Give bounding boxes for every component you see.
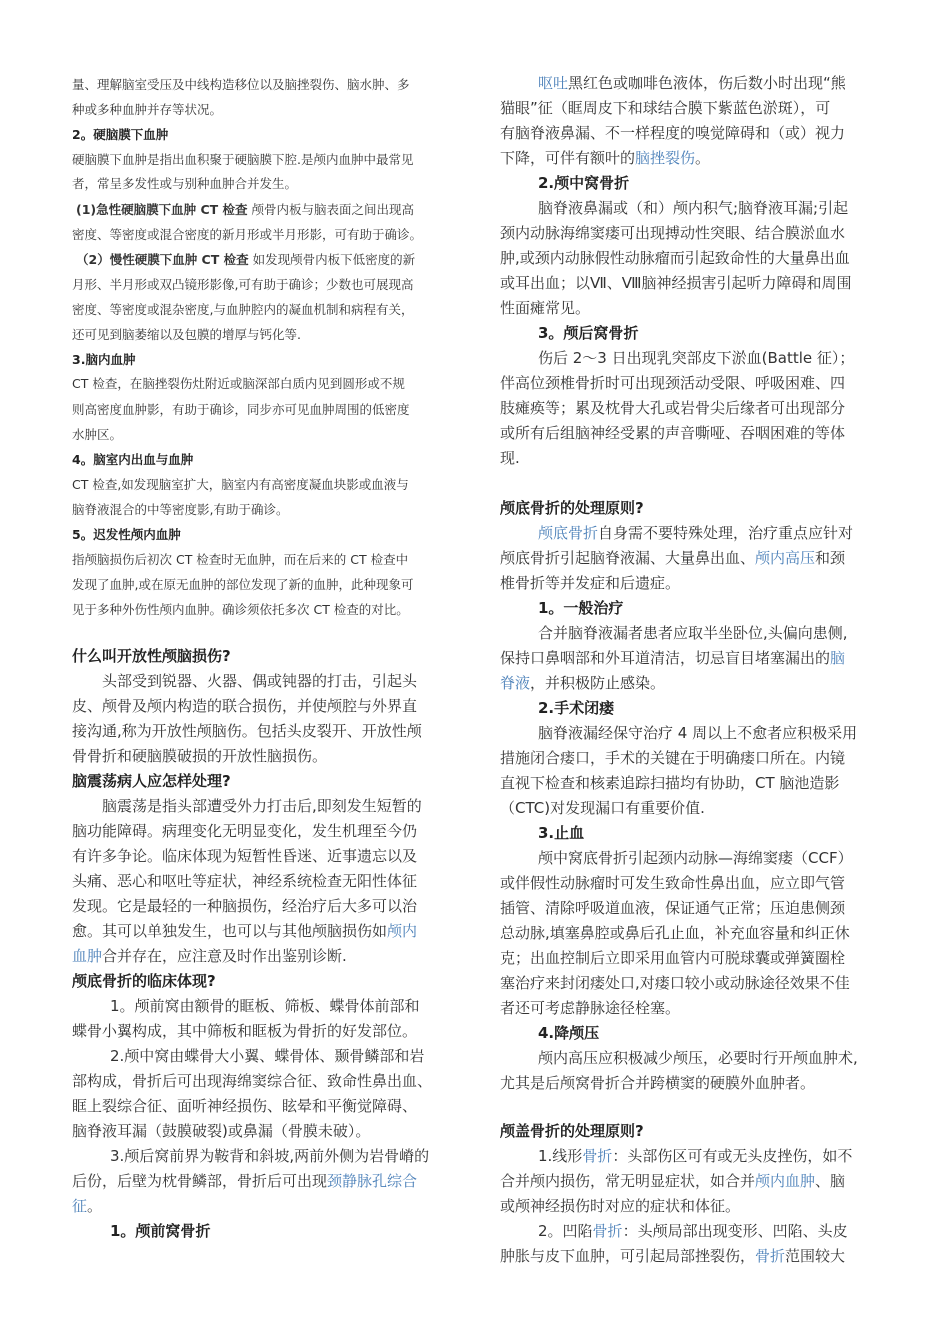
text-line (500, 447, 520, 468)
text-line (72, 374, 405, 392)
text-run: 头痛、恶心和呕吐等症状，神经系统检查无阳性体征 (72, 872, 418, 890)
text-line (72, 174, 297, 192)
text-line (72, 920, 417, 941)
text-line (72, 150, 413, 168)
hyperlink[interactable]: 脊液 (500, 674, 531, 692)
text-run: 2。硬脑膜下血肿 (72, 126, 169, 142)
text-run: 脑功能障碍。病理变化无明显变化，发生机理至今仍 (72, 822, 418, 840)
hyperlink[interactable]: 颈静脉孔综合 (327, 1172, 418, 1190)
text-line (72, 425, 122, 443)
text-line (538, 1145, 852, 1166)
text-run: 4。脑室内出血与血肿 (72, 451, 194, 467)
text-run: （2）慢性硬膜下血肿 CT 检查 (76, 251, 249, 267)
text-line (500, 1195, 740, 1216)
text-line (72, 225, 422, 243)
text-line (72, 845, 417, 866)
text-run: 发现了血肿,或在原无血肿的部位发现了新的血肿，此种现象可 (72, 576, 414, 592)
text-line (72, 870, 417, 891)
section-heading (538, 1022, 599, 1043)
hyperlink[interactable]: 呕吐 (538, 74, 569, 92)
hyperlink[interactable]: 脑 (830, 649, 846, 667)
text-line (538, 72, 846, 93)
text-line (72, 100, 222, 118)
section-heading (538, 322, 638, 343)
section-heading (72, 645, 231, 666)
hyperlink[interactable]: 骨折 (592, 1222, 623, 1240)
section-heading (72, 450, 193, 468)
text-line (72, 300, 413, 318)
text-run: 颅盖骨折的处理原则? (500, 1122, 644, 1140)
text-run: (1)急性硬脑膜下血肿 CT 检查 (76, 201, 248, 217)
text-line (72, 400, 410, 418)
text-run: 密度、等密度或混合密度的新月形或半月形影，可有助于确诊。 (72, 226, 423, 242)
text-run: 性面瘫常见。 (500, 299, 591, 317)
text-line (72, 895, 417, 916)
text-run: 肿胀与皮下血肿，可引起局部挫裂伤， (500, 1247, 756, 1265)
text-line (538, 722, 857, 743)
text-run: 脑脊液耳漏（鼓膜破裂)或鼻漏（骨膜未破）。 (72, 1122, 371, 1140)
text-line (102, 670, 417, 691)
text-run: 密度、等密度或混杂密度,与血肿腔内的凝血机制和病程有关， (72, 301, 414, 317)
text-run: 措施闭合瘘口，手术的关键在于明确瘘口所在。内镜 (500, 749, 846, 767)
text-run: 肿,或颈内动脉假性动脉瘤而引起致命性的大量鼻出血 (500, 249, 850, 267)
text-line (76, 200, 414, 218)
text-run: 如发现颅骨内板下低密度的新 (248, 251, 416, 267)
text-line (500, 672, 665, 693)
text-run: 则高密度血肿影，有助于确诊，同步亦可见血肿周围的低密度 (72, 401, 410, 417)
text-line (500, 772, 839, 793)
text-line (72, 1195, 102, 1216)
text-line (110, 995, 420, 1016)
text-run: 月形、半月形或双凸镜形影像,可有助于确诊；少数也可展现高 (72, 276, 414, 292)
text-run: 颅底骨折引起脑脊液漏、大量鼻出血、 (500, 549, 756, 567)
text-line (500, 97, 830, 118)
text-run: 脑脊液混合的中等密度影,有助于确诊。 (72, 501, 289, 517)
text-line (500, 797, 705, 818)
text-run: 或颅神经损伤时对应的症状和体征。 (500, 1197, 741, 1215)
text-run: 指颅脑损伤后初次 CT 检查时无血肿，而在后来的 CT 检查中 (72, 551, 409, 567)
text-line (500, 897, 845, 918)
text-run: 插管、清除呼吸道血液，保证通气正常；压迫患侧颈 (500, 899, 846, 917)
text-run: 1。颅前窝骨折 (110, 1222, 211, 1240)
text-run: ：头颅局部出现变形、凹陷、头皮 (622, 1222, 848, 1240)
text-run: 2。凹陷 (538, 1222, 593, 1240)
text-line (500, 747, 845, 768)
text-run: 合并存在，应注意及时作出鉴别诊断. (102, 947, 347, 965)
text-run: 颈内动脉海绵窦瘘可出现搏动性突眼、结合膜淤血水 (500, 224, 846, 242)
text-run: 5。迟发性颅内血肿 (72, 526, 181, 542)
text-line (500, 922, 850, 943)
text-line (72, 745, 327, 766)
hyperlink[interactable]: 脑挫裂伤 (635, 149, 696, 167)
text-run: 种或多种血肿并存等状况。 (72, 101, 223, 117)
text-line (110, 1145, 429, 1166)
text-run: 脑震荡是指头部遭受外力打击后,即刻发生短暂的 (102, 797, 422, 815)
text-line (500, 122, 845, 143)
text-run: 颅内高压应积极减少颅压，必要时行开颅血肿术, (538, 1049, 858, 1067)
text-line (500, 1072, 815, 1093)
text-run: 硬脑膜下血肿是指出血积聚于硬脑膜下腔.是颅内血肿中最常见 (72, 151, 414, 167)
text-line (110, 1045, 424, 1066)
text-run: 颅骨内板与脑表面之间出现高 (247, 201, 415, 217)
text-line (72, 820, 417, 841)
section-heading (72, 525, 181, 543)
text-run: 范围较大 (785, 1247, 846, 1265)
text-line (538, 1220, 848, 1241)
text-line (72, 275, 413, 293)
text-run: 头部受到锐器、火器、偶或钝器的打击，引起头 (102, 672, 418, 690)
text-run: 有许多争论。临床体现为短暂性昏迷、近事遗忘以及 (72, 847, 418, 865)
text-run: 1。一般治疗 (538, 599, 624, 617)
text-line (500, 247, 850, 268)
text-run: 肢瘫痪等；累及枕骨大孔或岩骨尖后缘者可出现部分 (500, 399, 846, 417)
text-run: 2.颅中窝由蝶骨大小翼、蝶骨体、颞骨鳞部和岩 (110, 1047, 425, 1065)
text-run: 猫眼”征（眶周皮下和球结合膜下紫蓝色淤斑），可 (500, 99, 831, 117)
text-run: 后份，后壁为枕骨鳞部，骨折后可出现 (72, 1172, 328, 1190)
text-run: 颅底骨折的临床体现? (72, 972, 216, 990)
text-run: 脑震荡病人应怎样处理? (72, 772, 231, 790)
text-run: 。 (695, 149, 711, 167)
text-run: 眶上裂综合征、面听神经损伤、眩晕和平衡觉障碍、 (72, 1097, 418, 1115)
text-line (500, 872, 845, 893)
hyperlink[interactable]: 颅内血肿 (755, 1172, 816, 1190)
text-line (500, 297, 590, 318)
text-line (72, 945, 347, 966)
text-line (500, 422, 845, 443)
text-run: 伤后 2～3 日出现乳突部皮下淤血(Battle 征）； (538, 349, 855, 367)
text-line (500, 222, 845, 243)
text-run: ，并积极防止感染。 (530, 674, 666, 692)
text-line (72, 1170, 417, 1191)
text-run: 现. (500, 449, 520, 467)
section-heading (72, 770, 231, 791)
text-line (500, 147, 710, 168)
text-line (72, 600, 409, 618)
text-run: 1.线形 (538, 1147, 583, 1165)
text-run: 尤其是后颅窝骨折合并跨横窦的硬膜外血肿者。 (500, 1074, 816, 1092)
text-line (72, 475, 409, 493)
hyperlink[interactable]: 颅内高压 (755, 549, 816, 567)
text-run: 4.降颅压 (538, 1024, 600, 1042)
text-run: （CTC)对发现漏口有重要价值. (500, 799, 705, 817)
hyperlink[interactable]: 征 (72, 1197, 88, 1215)
text-run: 合并脑脊液漏者患者应取半坐卧位,头偏向患侧, (538, 624, 848, 642)
section-heading (72, 970, 216, 991)
hyperlink[interactable]: 血肿 (72, 947, 103, 965)
text-line (76, 250, 415, 268)
text-line (500, 972, 850, 993)
text-line (500, 1245, 845, 1266)
text-line (72, 1020, 417, 1041)
text-run: 椎骨折等并发症和后遗症。 (500, 574, 681, 592)
text-run: 克；出血控制后立即采用血管内可脱球囊或弹簧圈栓 (500, 949, 846, 967)
text-run: 皮、颅骨及颅内构造的联合损伤，并使颅腔与外界直 (72, 697, 418, 715)
text-run: 自身需不要特殊处理，治疗重点应针对 (598, 524, 854, 542)
text-line (500, 547, 845, 568)
text-run: 3.脑内血肿 (72, 351, 136, 367)
text-run: 脑脊液漏经保守治疗 4 周以上不愈者应积极采用 (538, 724, 858, 742)
text-run: 骨骨折和硬脑膜破损的开放性脑损伤。 (72, 747, 328, 765)
section-heading (72, 350, 135, 368)
section-heading (110, 1220, 210, 1241)
text-run: 接沟通,称为开放性颅脑伤。包括头皮裂开、开放性颅 (72, 722, 422, 740)
text-line (72, 720, 422, 741)
text-run: 发现。它是最轻的一种脑损伤，经治疗后大多可以治 (72, 897, 418, 915)
text-run: 保持口鼻咽部和外耳道清洁，切忌盲目堵塞漏出的 (500, 649, 831, 667)
text-line (72, 75, 410, 93)
text-run: 者，常呈多发性或与别种血肿合并发生。 (72, 175, 298, 191)
text-run: 1。颅前窝由额骨的眶板、筛板、蝶骨体前部和 (110, 997, 420, 1015)
text-line (500, 372, 845, 393)
section-heading (538, 172, 629, 193)
text-run: 2.手术闭瘘 (538, 699, 615, 717)
text-line (500, 947, 845, 968)
text-run: 黑红色或咖啡色液体，伤后数小时出现“熊 (568, 74, 846, 92)
text-run: 部构成，骨折后可出现海绵窦综合征、致命性鼻出血、 (72, 1072, 433, 1090)
text-run: 颅底骨折的处理原则? (500, 499, 644, 517)
text-line (538, 522, 853, 543)
text-line (72, 1120, 370, 1141)
text-line (538, 622, 848, 643)
text-run: 、脑 (815, 1172, 846, 1190)
text-line (72, 1070, 432, 1091)
text-run: CT 检查，在脑挫裂伤灶附近或脑深部白质内见到圆形或不规 (72, 375, 405, 391)
text-run: 见于多种外伤性颅内血肿。确诊须依托多次 CT 检查的对比。 (72, 601, 409, 617)
section-heading (500, 497, 644, 518)
text-line (538, 847, 853, 868)
text-run: 脑脊液鼻漏或（和）颅内积气;脑脊液耳漏;引起 (538, 199, 849, 217)
text-run: 3.止血 (538, 824, 585, 842)
text-line (500, 397, 845, 418)
text-run: 直视下检查和核素追踪扫描均有协助，CT 脑池造影 (500, 774, 840, 792)
text-run: 3。颅后窝骨折 (538, 324, 639, 342)
text-line (72, 325, 301, 343)
hyperlink[interactable]: 颅底骨折 (538, 524, 599, 542)
text-line (102, 795, 422, 816)
hyperlink[interactable]: 骨折 (582, 1147, 613, 1165)
text-run: 伴高位颈椎骨折时可出现颈活动受限、呼吸困难、四 (500, 374, 846, 392)
text-run: 还可见到脑萎缩以及包膜的增厚与钙化等. (72, 326, 301, 342)
text-run: 者还可考虑静脉途径栓塞。 (500, 999, 681, 1017)
text-run: 蝶骨小翼构成，其中筛板和眶板为骨折的好发部位。 (72, 1022, 418, 1040)
text-line (72, 575, 413, 593)
text-run: 合并颅内损伤，常无明显症状，如合并 (500, 1172, 756, 1190)
text-run: 3.颅后窝前界为鞍背和斜坡,两前外侧为岩骨嵴的 (110, 1147, 430, 1165)
text-run: ：头部伤区可有或无头皮挫伤，如不 (612, 1147, 853, 1165)
text-run: 总动脉,填塞鼻腔或鼻后孔止血，补充血容量和纠正休 (500, 924, 850, 942)
text-run: 2.颅中窝骨折 (538, 174, 630, 192)
text-line (500, 272, 852, 293)
section-heading (538, 822, 584, 843)
section-heading (72, 125, 168, 143)
text-line (500, 647, 845, 668)
text-run: 和颈 (815, 549, 846, 567)
section-heading (538, 697, 614, 718)
text-run: 有脑脊液鼻漏、不一样程度的嗅觉障碍和（或）视力 (500, 124, 846, 142)
hyperlink[interactable]: 颅内 (387, 922, 418, 940)
text-run: 愈。其可以单独发生，也可以与其他颅脑损伤如 (72, 922, 388, 940)
text-line (72, 1095, 417, 1116)
text-run: 或伴假性动脉瘤时可发生致命性鼻出血，应立即气管 (500, 874, 846, 892)
text-line (500, 997, 680, 1018)
text-run: 或所有后组脑神经受累的声音嘶哑、吞咽困难的等体 (500, 424, 846, 442)
text-run: 下降，可伴有额叶的 (500, 149, 636, 167)
text-run: 塞治疗来封闭瘘处口,对瘘口较小或动脉途径效果不佳 (500, 974, 850, 992)
text-line (538, 347, 854, 368)
text-run: CT 检查,如发现脑室扩大，脑室内有高密度凝血块影或血液与 (72, 476, 409, 492)
text-line (500, 572, 680, 593)
text-run: 量、理解脑室受压及中线构造移位以及脑挫裂伤、脑水肿、多 (72, 76, 410, 92)
section-heading (538, 597, 623, 618)
text-line (72, 695, 417, 716)
text-line (538, 1047, 858, 1068)
section-heading (500, 1120, 644, 1141)
text-run: 水肿区。 (72, 426, 123, 442)
text-line (538, 197, 848, 218)
text-line (500, 1170, 845, 1191)
hyperlink[interactable]: 骨折 (755, 1247, 786, 1265)
text-run: 什么叫开放性颅脑损伤? (72, 647, 231, 665)
text-line (72, 550, 408, 568)
text-run: 。 (87, 1197, 103, 1215)
text-run: 颅中窝底骨折引起颈内动脉—海绵窦瘘（CCF） (538, 849, 853, 867)
text-line (72, 500, 288, 518)
text-run: 或耳出血；以Ⅶ、Ⅷ脑神经损害引起听力障碍和周围 (500, 274, 852, 292)
